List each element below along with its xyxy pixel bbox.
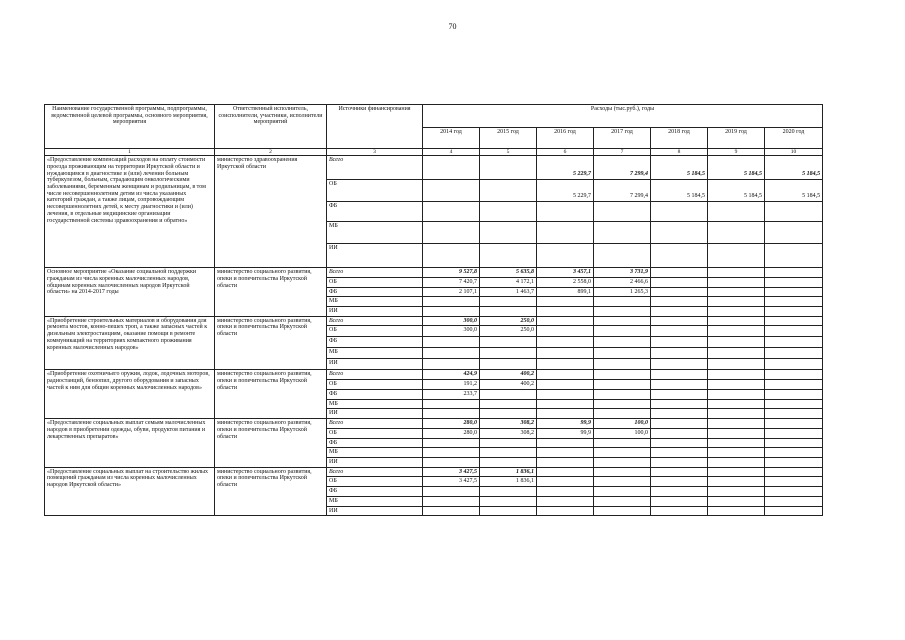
expense-cell (651, 477, 708, 487)
column-number: 1 (45, 149, 215, 156)
expense-cell (537, 370, 594, 380)
responsible-executor: министерство социального развития, опеки и попечительства Иркутской области (215, 467, 327, 516)
expense-cell (423, 457, 480, 467)
expense-cell (651, 448, 708, 458)
expense-cell: 899,1 (537, 287, 594, 297)
expense-cell (708, 287, 765, 297)
expense-cell (765, 359, 823, 370)
expense-cell (537, 244, 594, 268)
expense-cell (651, 337, 708, 348)
expense-cell: 5 184,5 (708, 156, 765, 180)
expense-cell: 1 265,3 (594, 287, 651, 297)
expense-cell (423, 297, 480, 307)
column-header-source: Источники финансирования (327, 105, 423, 149)
expense-cell (765, 268, 823, 278)
funding-source: Всего (327, 467, 423, 477)
expense-cell (651, 370, 708, 380)
expense-cell: 5 184,5 (765, 156, 823, 180)
expense-cell (708, 222, 765, 244)
expense-cell (480, 359, 537, 370)
expense-cell (765, 380, 823, 390)
expense-cell (765, 277, 823, 287)
funding-source: ОБ (327, 277, 423, 287)
responsible-executor: министерство социального развития, опеки и попечительства Иркутской области (215, 370, 327, 419)
funding-source: МБ (327, 348, 423, 359)
expense-cell (708, 307, 765, 317)
expense-cell (423, 359, 480, 370)
column-number: 4 (423, 149, 480, 156)
expense-cell (594, 506, 651, 516)
expense-cell (651, 506, 708, 516)
expense-cell (765, 326, 823, 337)
expense-cell (651, 326, 708, 337)
expense-cell (480, 496, 537, 506)
expense-cell (594, 477, 651, 487)
expense-cell (651, 428, 708, 438)
expense-cell: 1 463,7 (480, 287, 537, 297)
funding-source: ОБ (327, 380, 423, 390)
funding-source: ИИ (327, 457, 423, 467)
expense-cell (537, 316, 594, 326)
expense-cell (594, 326, 651, 337)
responsible-executor: министерство социального развития, опеки и попечительства Иркутской области (215, 419, 327, 468)
expense-cell (537, 202, 594, 222)
table-row (45, 419, 823, 429)
column-number: 7 (594, 149, 651, 156)
funding-source: ИИ (327, 307, 423, 317)
expense-cell (423, 399, 480, 409)
year-header: 2017 год (594, 128, 651, 149)
funding-source: Всего (327, 156, 423, 180)
expense-cell (594, 409, 651, 419)
expense-cell (594, 496, 651, 506)
expense-cell: 5 184,5 (651, 156, 708, 180)
funding-source: МБ (327, 399, 423, 409)
expense-cell (480, 307, 537, 317)
expense-cell: 2 466,6 (594, 277, 651, 287)
expense-cell (423, 409, 480, 419)
table-row (45, 268, 823, 278)
expense-cell (537, 380, 594, 390)
expense-cell (651, 202, 708, 222)
column-header-name: Наименование государственной программы, подпрограммы, ведомственной целевой программы, основного мероприятия, мероприятия (45, 105, 215, 149)
expense-cell (651, 409, 708, 419)
expense-cell (594, 487, 651, 497)
column-number: 3 (327, 149, 423, 156)
year-header: 2018 год (651, 128, 708, 149)
column-header-responsible: Ответственный исполнитель, соисполнители, участники, исполнители мероприятий (215, 105, 327, 149)
expense-cell (765, 297, 823, 307)
expense-cell (651, 457, 708, 467)
funding-source: Всего (327, 370, 423, 380)
expense-cell (423, 156, 480, 180)
expense-cell (537, 496, 594, 506)
measure-name: «Приобретение строительных материалов и оборудования для ремонта мостов, конно-пешех троп, а также запасных частей к дизельным электростанциям, оказание помощи в ремонте коммуникаций на территориях компактного проживания коренных малочисленных народов» (45, 316, 215, 370)
expense-cell (594, 467, 651, 477)
expense-cell (537, 348, 594, 359)
funding-source: ФБ (327, 438, 423, 448)
expense-cell (765, 337, 823, 348)
expense-cell (765, 316, 823, 326)
expense-cell (423, 222, 480, 244)
year-header: 2016 год (537, 128, 594, 149)
expense-cell (708, 326, 765, 337)
expense-cell (480, 180, 537, 202)
expense-cell: 100,0 (594, 428, 651, 438)
expense-cell (765, 287, 823, 297)
expense-cell (480, 409, 537, 419)
expense-cell (765, 477, 823, 487)
expense-cell (708, 359, 765, 370)
expense-cell (765, 222, 823, 244)
expense-cell (480, 448, 537, 458)
expense-cell: 300,0 (423, 326, 480, 337)
funding-source: ОБ (327, 180, 423, 202)
funding-source: ФБ (327, 389, 423, 399)
expense-cell: 3 427,5 (423, 467, 480, 477)
expense-cell (651, 359, 708, 370)
expense-cell (423, 438, 480, 448)
funding-source: Всего (327, 268, 423, 278)
column-number: 2 (215, 149, 327, 156)
expense-cell (537, 389, 594, 399)
expense-cell: 400,2 (480, 370, 537, 380)
expense-cell (708, 438, 765, 448)
expense-cell (480, 389, 537, 399)
expense-cell: 250,0 (480, 316, 537, 326)
responsible-executor: министерство социального развития, опеки и попечительства Иркутской области (215, 268, 327, 317)
expense-cell (480, 156, 537, 180)
expense-cell (480, 222, 537, 244)
column-numbers-row (45, 149, 823, 156)
expense-cell (594, 448, 651, 458)
expense-cell: 5 229,7 (537, 156, 594, 180)
expense-cell: 5 635,8 (480, 268, 537, 278)
funding-source: МБ (327, 496, 423, 506)
expense-cell: 233,7 (423, 389, 480, 399)
expense-cell (651, 307, 708, 317)
expense-cell (708, 428, 765, 438)
expense-cell (708, 419, 765, 429)
expense-cell (708, 202, 765, 222)
column-number: 10 (765, 149, 823, 156)
expense-cell (765, 409, 823, 419)
expense-cell (765, 370, 823, 380)
expense-cell (708, 277, 765, 287)
expense-cell (480, 399, 537, 409)
expense-cell (537, 477, 594, 487)
expense-cell (651, 399, 708, 409)
funding-source: ФБ (327, 287, 423, 297)
expense-cell (708, 506, 765, 516)
expense-cell (708, 337, 765, 348)
expense-cell (708, 316, 765, 326)
expense-cell (765, 307, 823, 317)
expense-cell (423, 202, 480, 222)
expense-cell (708, 370, 765, 380)
expense-cell: 9 527,8 (423, 268, 480, 278)
expense-cell (423, 506, 480, 516)
funding-source: ОБ (327, 326, 423, 337)
expense-cell: 308,2 (480, 428, 537, 438)
expense-cell: 4 172,1 (480, 277, 537, 287)
expense-cell (708, 268, 765, 278)
expense-cell (480, 487, 537, 497)
table-body (45, 156, 823, 516)
expense-cell (765, 389, 823, 399)
expense-cell (651, 244, 708, 268)
expense-cell (765, 244, 823, 268)
budget-table (44, 104, 823, 516)
expense-cell: 7 299,4 (594, 180, 651, 202)
expense-cell (537, 222, 594, 244)
expense-cell (594, 457, 651, 467)
expense-cell: 100,0 (594, 419, 651, 429)
expense-cell: 5 184,5 (651, 180, 708, 202)
measure-name: «Предоставление социальных выплат семьям малочисленных народов в приобретении одежды, обуви, продуктов питания и лекарственных препаратов» (45, 419, 215, 468)
expense-cell (423, 337, 480, 348)
expense-cell: 7 420,7 (423, 277, 480, 287)
expense-cell (765, 348, 823, 359)
expense-cell: 3 731,9 (594, 268, 651, 278)
expense-cell (765, 457, 823, 467)
year-header: 2015 год (480, 128, 537, 149)
expense-cell (765, 202, 823, 222)
expense-cell (594, 380, 651, 390)
expense-cell (537, 337, 594, 348)
column-number: 6 (537, 149, 594, 156)
expense-cell (480, 457, 537, 467)
expense-cell (537, 487, 594, 497)
expense-cell (594, 222, 651, 244)
expense-cell (480, 438, 537, 448)
expense-cell (651, 438, 708, 448)
table-row (45, 316, 823, 326)
expense-cell (708, 399, 765, 409)
funding-source: ИИ (327, 359, 423, 370)
expense-cell (765, 399, 823, 409)
expense-cell (423, 496, 480, 506)
funding-source: ИИ (327, 244, 423, 268)
expense-cell (651, 380, 708, 390)
expense-cell: 3 457,1 (537, 268, 594, 278)
column-number: 5 (480, 149, 537, 156)
expense-cell: 1 836,1 (480, 477, 537, 487)
responsible-executor: министерство здравоохранения Иркутской области (215, 156, 327, 268)
expense-cell (594, 297, 651, 307)
expense-cell (651, 268, 708, 278)
expense-cell (765, 467, 823, 477)
expense-cell (537, 359, 594, 370)
expense-cell (537, 448, 594, 458)
expense-cell (594, 307, 651, 317)
expense-cell: 2 107,1 (423, 287, 480, 297)
column-number: 9 (708, 149, 765, 156)
expense-cell (423, 487, 480, 497)
expense-cell (708, 457, 765, 467)
year-header: 2019 год (708, 128, 765, 149)
expense-cell (708, 477, 765, 487)
funding-source: МБ (327, 297, 423, 307)
table-row (45, 156, 823, 180)
table-row (45, 467, 823, 477)
expense-cell: 1 836,1 (480, 467, 537, 477)
expense-cell (537, 409, 594, 419)
expense-cell: 280,0 (423, 428, 480, 438)
expense-cell (594, 337, 651, 348)
funding-source: ФБ (327, 337, 423, 348)
column-number: 8 (651, 149, 708, 156)
expense-cell (480, 337, 537, 348)
expense-cell (651, 419, 708, 429)
expense-cell (651, 316, 708, 326)
funding-source: Всего (327, 316, 423, 326)
expense-cell (537, 457, 594, 467)
expense-cell (594, 316, 651, 326)
expense-cell (651, 277, 708, 287)
measure-name: «Приобретение охотничьего оружия, лодок, лодочных моторов, радиостанций, бензопил, другого оборудования и запасных частей к ним для общин коренных малочисленных народов» (45, 370, 215, 419)
expense-cell (594, 348, 651, 359)
expense-cell: 7 299,4 (594, 156, 651, 180)
expense-cell (423, 448, 480, 458)
expense-cell (708, 496, 765, 506)
table-header (45, 105, 823, 156)
expense-cell (765, 428, 823, 438)
funding-source: ФБ (327, 487, 423, 497)
measure-name: «Предоставление социальных выплат на строительство жилых помещений гражданам из числа коренных малочисленных народов Иркутской области» (45, 467, 215, 516)
expense-cell (651, 496, 708, 506)
funding-source: Всего (327, 419, 423, 429)
expense-cell (594, 359, 651, 370)
funding-source: ФБ (327, 202, 423, 222)
expense-cell (594, 438, 651, 448)
expense-cell (480, 244, 537, 268)
year-header: 2020 год (765, 128, 823, 149)
expense-cell: 300,0 (423, 316, 480, 326)
expense-cell (651, 348, 708, 359)
expense-cell (537, 506, 594, 516)
expense-cell (537, 438, 594, 448)
expense-cell (765, 506, 823, 516)
expense-cell (708, 467, 765, 477)
expense-cell (423, 348, 480, 359)
column-header-expenses: Расходы (тыс.руб.), годы (423, 105, 823, 128)
expense-cell: 99,9 (537, 419, 594, 429)
funding-source: ИИ (327, 409, 423, 419)
expense-cell (765, 448, 823, 458)
expense-cell (594, 399, 651, 409)
expense-cell (480, 506, 537, 516)
expense-cell: 5 229,7 (537, 180, 594, 202)
expense-cell (537, 467, 594, 477)
expense-cell (651, 222, 708, 244)
expense-cell: 280,0 (423, 419, 480, 429)
expense-cell (708, 389, 765, 399)
expense-cell (708, 380, 765, 390)
expense-cell: 3 427,5 (423, 477, 480, 487)
expense-cell (480, 348, 537, 359)
expense-cell (765, 496, 823, 506)
expense-cell (651, 297, 708, 307)
expense-cell (708, 487, 765, 497)
expense-cell (708, 244, 765, 268)
expense-cell (765, 487, 823, 497)
table-row (45, 370, 823, 380)
expense-cell (423, 180, 480, 202)
expense-cell (765, 419, 823, 429)
expense-cell: 2 558,0 (537, 277, 594, 287)
expense-cell: 5 184,5 (765, 180, 823, 202)
page-number: 70 (448, 22, 457, 31)
expense-cell (594, 370, 651, 380)
expense-cell (480, 202, 537, 222)
expense-cell (651, 287, 708, 297)
expense-cell (708, 409, 765, 419)
funding-source: ОБ (327, 428, 423, 438)
expense-cell: 424,9 (423, 370, 480, 380)
expense-cell (594, 202, 651, 222)
funding-source: МБ (327, 448, 423, 458)
funding-source: ОБ (327, 477, 423, 487)
expense-cell (537, 307, 594, 317)
expense-cell: 191,2 (423, 380, 480, 390)
measure-name: Основное мероприятие «Оказание социальной поддержки гражданам из числа коренных малочисленных народов, общинам коренных малочисленных народов Иркутской области» на 2014-2017 годы (45, 268, 215, 317)
expense-cell (423, 307, 480, 317)
expense-cell (537, 399, 594, 409)
expense-cell (537, 297, 594, 307)
expense-cell: 400,2 (480, 380, 537, 390)
expense-cell (708, 448, 765, 458)
expense-cell (708, 297, 765, 307)
funding-source: ИИ (327, 506, 423, 516)
expense-cell: 308,2 (480, 419, 537, 429)
expense-cell (594, 389, 651, 399)
year-header: 2014 год (423, 128, 480, 149)
measure-name: «Предоставление компенсаций расходов на оплату стоимости проезда проживающим на территории Иркутской области и нуждающимся в диагностике и (или) лечении больным туберкулезом, больным, страдающим онкологическими заболеваниями, беременным женщинам и родильницам, в том числе несовершеннолетним детям из числа указанных категорий граждан, а также лицам, сопровождающим несовершеннолетних детей, к месту диагностики и (или) лечения, в отдельные медицинские организации государственной системы здравоохранения и обратно» (45, 156, 215, 268)
expense-cell: 99,9 (537, 428, 594, 438)
expense-cell: 5 184,5 (708, 180, 765, 202)
expense-cell (594, 244, 651, 268)
expense-cell (537, 326, 594, 337)
expense-cell (480, 297, 537, 307)
funding-source: МБ (327, 222, 423, 244)
expense-cell (651, 487, 708, 497)
expense-cell: 250,0 (480, 326, 537, 337)
responsible-executor: министерство социального развития, опеки и попечительства Иркутской области (215, 316, 327, 370)
expense-cell (765, 438, 823, 448)
expense-cell (651, 389, 708, 399)
expense-cell (423, 244, 480, 268)
expense-cell (708, 348, 765, 359)
expense-cell (651, 467, 708, 477)
